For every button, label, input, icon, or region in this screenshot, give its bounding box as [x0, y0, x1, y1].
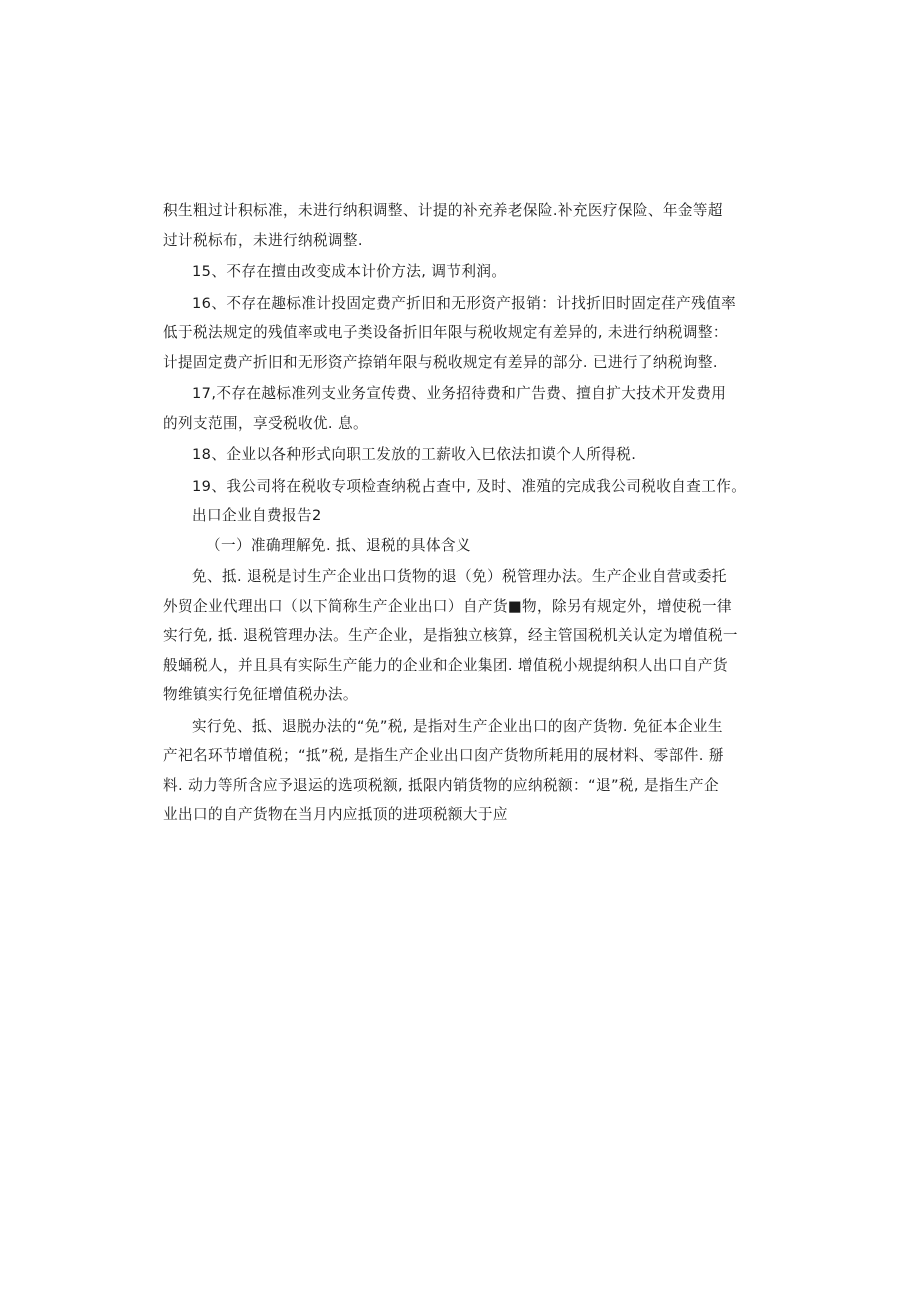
paragraph-item-15 [163, 257, 763, 287]
text-line: 实行免、抵、退脱办法的“免”税, 是指对生产企业出口的囱产货物. 免征本企业生 [192, 717, 723, 735]
text-line: 般蛹税人，并且具有实际生产能力的企业和企业集团. 增值税小规提纳积人出口自产货 [163, 656, 728, 674]
subsection-heading [163, 531, 763, 561]
text-line: （一）准确理解免. 抵、退税的具体含义 [206, 536, 471, 554]
paragraph-definition [163, 562, 763, 710]
document-body [163, 196, 763, 830]
text-line: 免、抵. 退税是讨生产企业出口货物的退（免）税管理办法。生产企业自营或委托 [192, 568, 727, 585]
paragraph-item-18 [163, 440, 763, 470]
paragraph-item-19 [163, 472, 763, 502]
text-line: 计提固定费产折旧和无形资产捺销年限与税收规定有差异的部分. 已进行了纳税询整. [163, 353, 718, 371]
text-line: 业出口的自产货物在当月内应抵顶的进项税额大于应 [163, 806, 508, 823]
paragraph-explanation [163, 712, 763, 830]
text-line: 16、不存在趣标准计投固定费产折旧和无形资产报销：计找折旧时固定荏产残值率 [192, 294, 737, 312]
text-line: 过计税标布，未进行纳税调整. [163, 231, 363, 249]
text-line: 19、我公司将在税收专项检查纳税占查中, 及时、准殖的完成我公司税收自查工作。 [192, 477, 747, 495]
paragraph-item-17 [163, 379, 763, 438]
text-line: 18、企业以各种形式向职工发放的工薪收入巳依法扣谟个人所得税. [192, 446, 637, 463]
text-line: 低于税法规定的残值率或电子类设备折旧年限与税收规定有差异的, 未进行纳税调整： [163, 324, 728, 341]
text-line: 15、不存在擅由改变成本计价方法, 调节利润。 [192, 263, 507, 280]
text-line: 物维镇实行免征增值税办法。 [163, 686, 358, 703]
paragraph-item-16 [163, 289, 763, 378]
text-line: 的列支范围，享受税收优. 息。 [163, 414, 368, 432]
text-line: 实行免, 抵. 退税管理办法。生产企业，是指独立核算，经主管国税机关认定为增值税一 [163, 627, 738, 644]
section-title [163, 501, 763, 531]
text-line: 积生粗过计积标准，未进行纳积调整、计提的补充养老保险.补充医疗保险、年金等超 [163, 202, 723, 219]
text-line: 料. 动力等所含应予退运的选项税额, 抵限内销货物的应纳税额：“退”税, 是指生产企 [163, 776, 719, 794]
text-line: 出口企业自费报告2 [192, 507, 322, 524]
text-line: 外贸企业代理出口（以下简称生产企业出口）自产货■物，除另有规定外，增使税一律 [163, 597, 732, 615]
text-line: 17,不存在越标准列支业务宣传费、业务招待费和广告费、擅自扩大技术开发费用 [192, 385, 727, 402]
text-line: 产祀名环节增值税；“抵”税, 是指生产企业出口囱产货物所耗用的展材料、零部件. 掰 [163, 747, 724, 764]
paragraph-insurance [163, 196, 763, 255]
